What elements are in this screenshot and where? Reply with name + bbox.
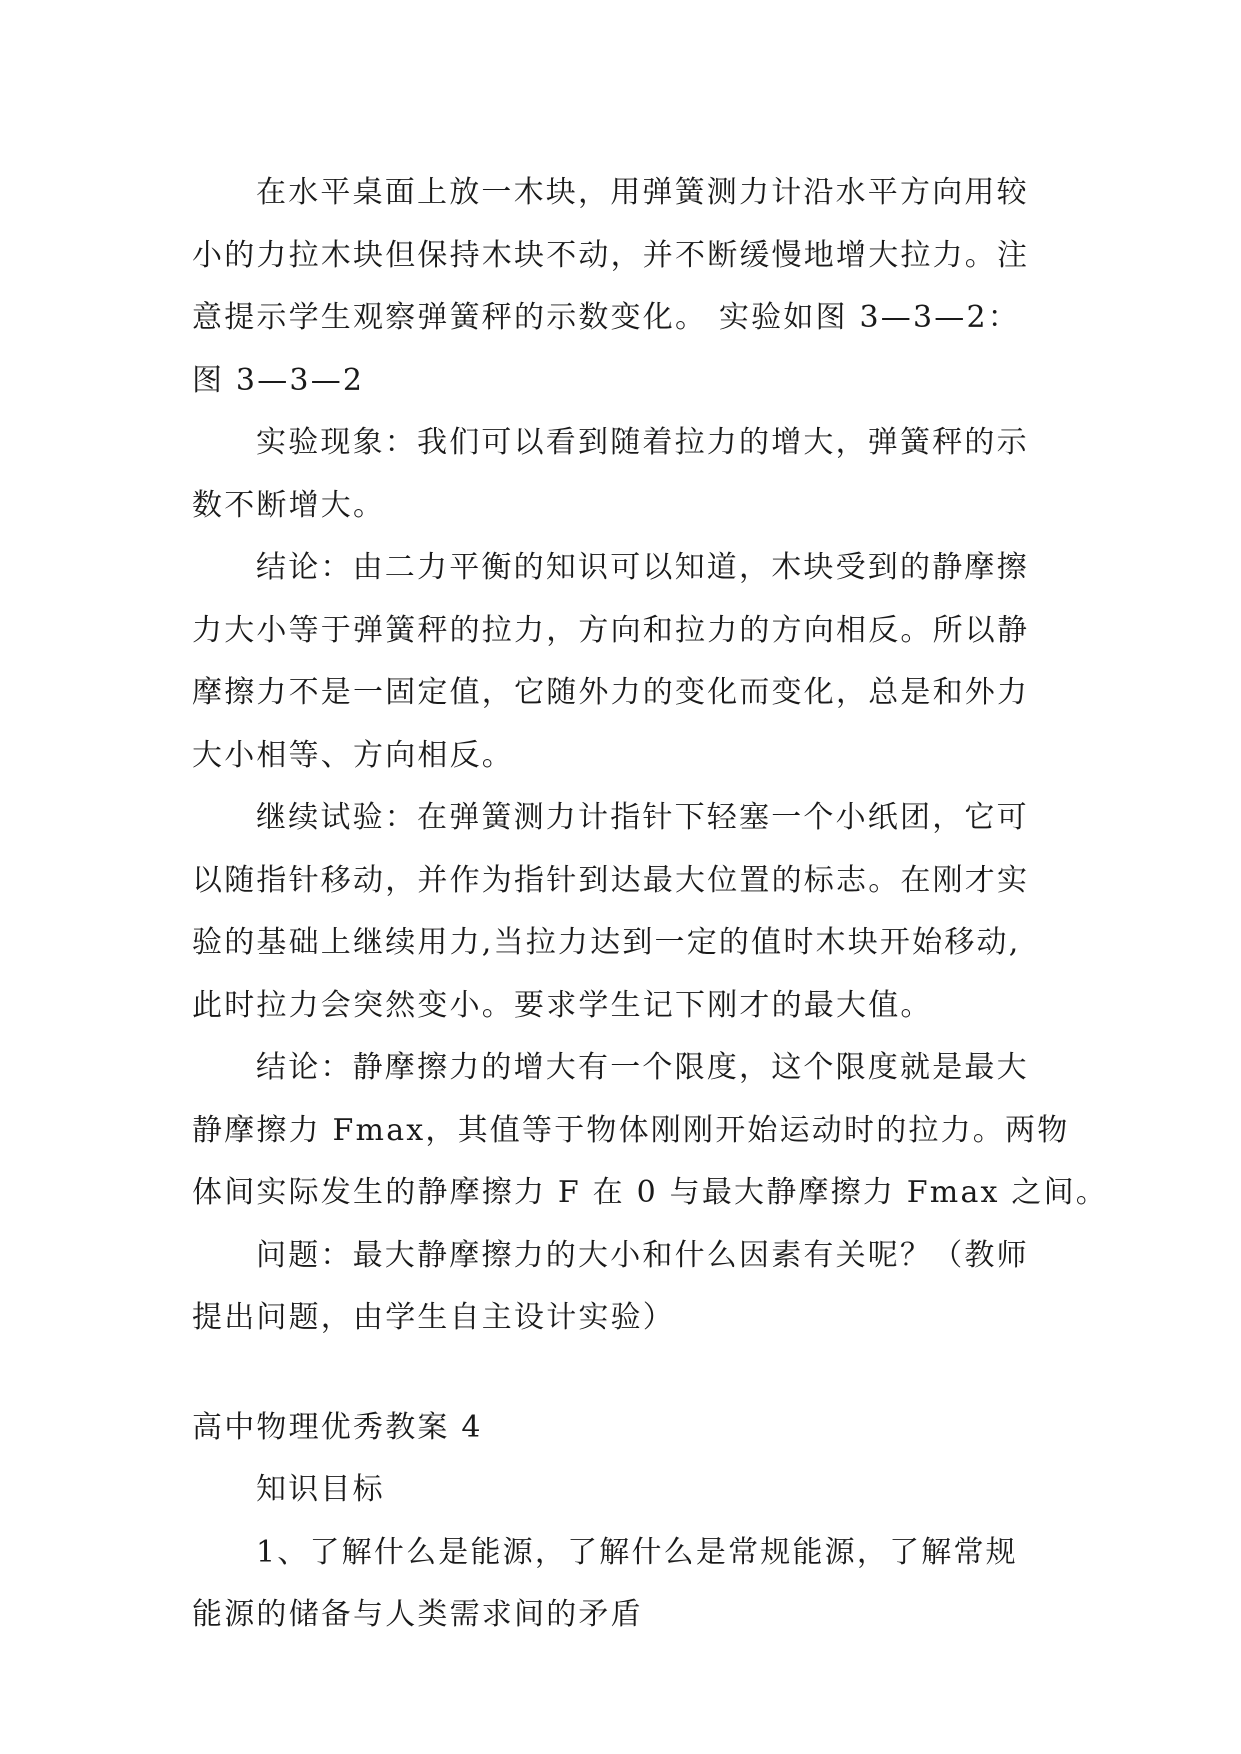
text-line: 体间实际发生的静摩擦力 F 在 0 与最大静摩擦力 Fmax 之间。 [192,1175,1108,1210]
text-line: 小的力拉木块但保持木块不动，并不断缓慢地增大拉力。注 [192,237,1030,273]
text-line: 静摩擦力 Fmax，其值等于物体刚刚开始运动时的拉力。两物 [192,1112,1070,1148]
paragraph-continued-experiment [192,787,1054,1037]
text-line: 数不断增大。 [192,487,386,523]
paragraph-question [192,1225,1054,1350]
text-line: 意提示学生观察弹簧秤的示数变化。 实验如图 3—3—2： [192,300,1020,335]
paragraph-experiment-setup [192,162,1054,412]
text-line: 此时拉力会突然变小。要求学生记下刚才的最大值。 [192,987,933,1023]
text-line: 继续试验：在弹簧测力计指针下轻塞一个小纸团，它可 [256,800,1029,835]
text-line: 在水平桌面上放一木块，用弹簧测力计沿水平方向用较 [256,175,1029,210]
paragraph-conclusion-1 [192,537,1054,787]
goal-item [192,1522,1054,1647]
text-line: 问题：最大静摩擦力的大小和什么因素有关呢？（教师 [256,1237,1029,1273]
text-line: 实验现象：我们可以看到随着拉力的增大，弹簧秤的示 [256,425,1029,460]
text-line: 提出问题，由学生自主设计实验） [192,1300,675,1335]
subheading: 知识目标 [256,1472,385,1507]
paragraph-conclusion-2 [192,1037,1108,1225]
section-title: 高中物理优秀教案 4 [192,1409,483,1445]
text-line: 摩擦力不是一固定值，它随外力的变化而变化，总是和外力 [192,675,1030,710]
text-line: 大小相等、方向相反。 [192,737,514,773]
text-line: 能源的储备与人类需求间的矛盾 [192,1597,643,1632]
figure-caption: 图 3—3—2 [192,362,365,398]
paragraph-phenomenon [192,412,1054,537]
text-line: 以随指针移动，并作为指针到达最大位置的标志。在刚才实 [192,862,1030,898]
text-line: 结论：静摩擦力的增大有一个限度，这个限度就是最大 [256,1050,1029,1085]
text-line: 力大小等于弹簧秤的拉力，方向和拉力的方向相反。所以静 [192,612,1030,648]
text-line: 结论：由二力平衡的知识可以知道，木块受到的静摩擦 [256,550,1029,585]
section-spacer [192,1350,1054,1397]
document-body [192,162,1108,1647]
text-line: 验的基础上继续用力,当拉力达到一定的值时木块开始移动, [192,925,1021,960]
text-line: 1、了解什么是能源，了解什么是常规能源，了解常规 [256,1534,1018,1570]
